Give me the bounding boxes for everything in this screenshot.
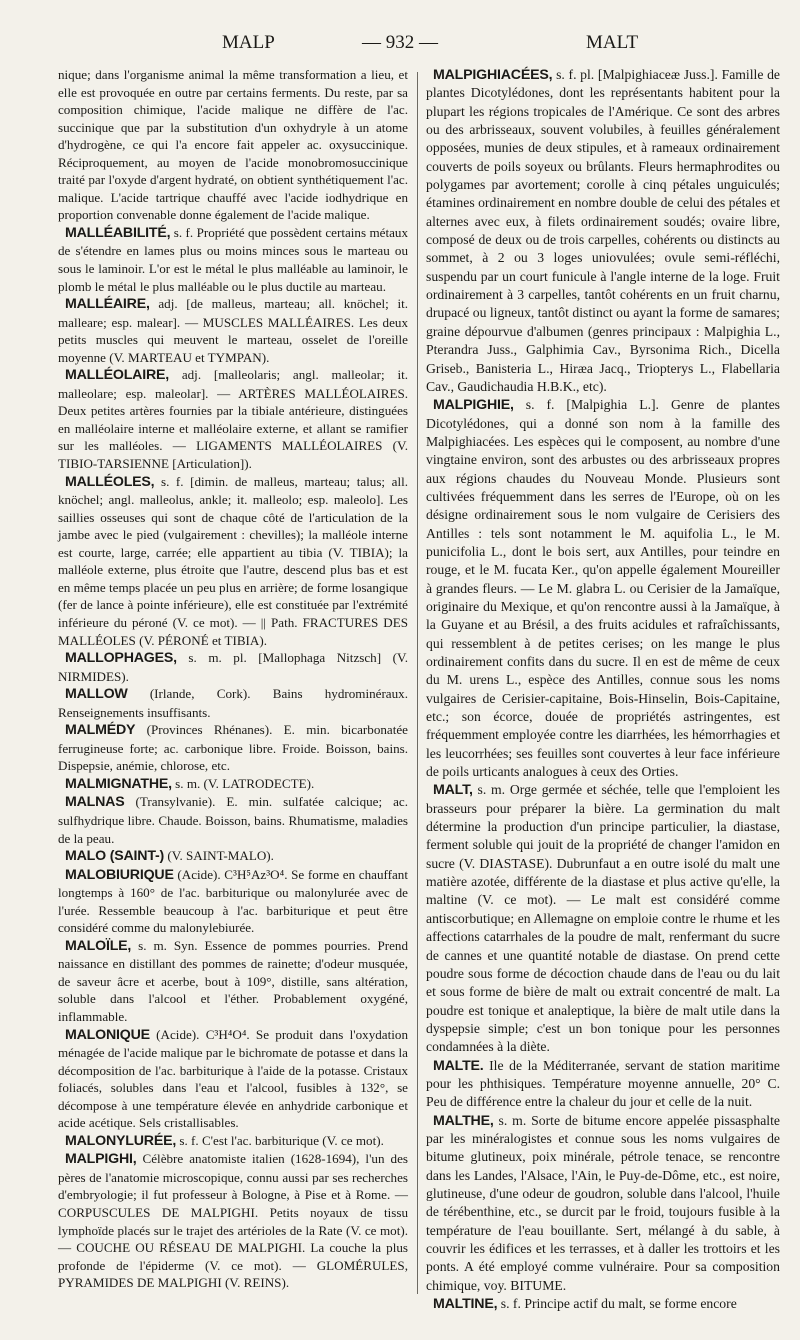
dictionary-entry (58, 295, 408, 366)
entry-headword: MALMÉDY (65, 722, 136, 739)
entry-text: (Acide). C³H⁵Az³O⁴. Se forme en chauffant longtemps à 160° de l'ac. barbiturique ou malonylurée avec de l'urée. Ressemble beaucoup à l'ac. barbiturique et peut être considéré comme du malonylebiurée. (58, 866, 408, 936)
entry-headword: MALLOPHAGES, (65, 650, 177, 667)
entry-headword: MALNAS (65, 794, 125, 811)
entry-headword: MALLÉAIRE, (65, 296, 150, 313)
dictionary-entry (58, 66, 408, 224)
entry-headword: MALOBIURIQUE (65, 866, 174, 883)
page-number: — 932 — (362, 32, 438, 53)
entry-headword: MALONYLURÉE, (65, 1132, 177, 1149)
running-head-left: MALP (222, 32, 275, 53)
entry-headword: MALONIQUE (65, 1026, 150, 1043)
entry-text: nique; dans l'organisme animal la même transformation a lieu, et elle est provoquée en outre par certains ferments. Du reste, par sa composition chimique, l'acide malique ne diffère de l'ac. succinique que par la substitution d'un oxhydryle à un atome d'hydrogène, ce qui l'a encore fait appeler ac. oxysuccinique. Réciproquement, au moyen de l'acide monobromosuccinique traité par l'oxyde d'argent hydraté, on obtient synthétiquement l'ac. malique. L'acide tartrique chauffé avec l'acide iodhydrique en proportion convenable donne également de l'acide malique. (58, 67, 408, 223)
running-head-right: MALT (586, 32, 639, 53)
entry-text: s. m. (V. LATRODECTE). (175, 775, 315, 791)
entry-text: s. m. pl. [Mallophaga Nitzsch] (V. NIRMIDES). (58, 650, 408, 684)
entry-text: s. f. Propriété que possèdent certains métaux de s'étendre en lames plus ou moins minces sous le marteau ou sous le laminoir. L'or est le métal le plus malléable au laminoir, le plomb le métal le plus malléable ou le plus ductile au marteau. (58, 224, 408, 294)
entry-headword: MALMIGNATHE, (65, 775, 172, 792)
entry-headword: MALTHE, (433, 1112, 494, 1129)
dictionary-entry (58, 775, 408, 794)
dictionary-entry (58, 937, 408, 1026)
entry-text: s. f. C'est l'ac. barbiturique (V. ce mot). (179, 1132, 384, 1148)
entry-text: (Acide). C³H⁴O⁴. Se produit dans l'oxydation ménagée de l'acide malique par le bichromate de potasse et dans la décomposition de l'ac. barbiturique à l'aide de la potasse. Cristaux foliacés, solubles dans l'eau et l'alcool, fusibles à 132°, se décompose à une température élevée en anhydride carbonique et acide acétique. Sels cristallisables. (58, 1026, 408, 1131)
entry-headword: MALLÉABILITÉ, (65, 224, 171, 241)
entry-text: (Irlande, Cork). Bains hydrominéraux. Renseignements insuffisants. (58, 686, 408, 720)
left-column (58, 66, 408, 1292)
dictionary-entry (58, 721, 408, 775)
dictionary-entry (58, 685, 408, 721)
entry-text: Ile de la Méditerranée, servant de station maritime pour les phthisiques. Température moyenne annuelle, 20° C. Peu de différence entre la chaleur du jour et celle de la nuit. (426, 1057, 780, 1110)
dictionary-entry (58, 224, 408, 295)
dictionary-entry (58, 1150, 408, 1291)
dictionary-entry (58, 473, 408, 649)
entry-text: s. f. [dimin. de malleus, marteau; talus; all. knöchel; angl. malleolus, ankle; it. malleolo; esp. maleolo]. Les saillies osseuses qui sont de chaque côté de l'articulation de la jambe avec le pied (vulgairement : chevilles); la malléole interne est courte, large, carrée; elle appartient au tibia (V. TIBIA); la malléole externe, plus étroite que l'autre, descend plus bas et est en même temps placée un peu plus en arrière; de forme losangique (fer de lance à pointe inférieure), elle est constituée par l'extrémité inférieure du péroné (V. ce mot). — || Path. FRACTURES DES MALLÉOLES (V. PÉRONÉ et TIBIA). (58, 473, 408, 648)
dictionary-entry (426, 1112, 780, 1295)
dictionary-entry (58, 649, 408, 685)
entry-text: s. m. Orge germée et séchée, telle que l'emploient les brasseurs pour préparer la bière. La germination du malt détermine la production d'un principe particulier, la diastase, ferment soluble qui jouit de la propriété de changer l'amidon en sucre (V. DIASTASE). Dubrunfaut a en outre isolé du malt une matière azotée, différente de la diastase et plus active qu'elle, la maltine (V. ce mot). — Le malt est considéré comme antiscorbutique; en Allemagne on emploie contre le rhume et les affections catarrhales de la poudre de malt, renfermant du sucre de cannes et une quantité notable de diastase. On prend cette poudre sous forme de décoction chaude dans de l'eau ou du lait et sous forme de bière de malt ou extrait concentré de malt. La poudre est tonique et analeptique, la bière de malt utile dans la dyspepsie simple; c'est un bon tonique pour les personnes condamnées à la diète. (426, 782, 780, 1055)
entry-text: (V. SAINT-MALO). (167, 848, 274, 864)
entry-headword: MALOÏLE, (65, 937, 132, 954)
entry-headword: MALPIGHI, (65, 1151, 137, 1168)
right-column (426, 66, 780, 1313)
dictionary-entry (426, 66, 780, 396)
entry-text: adj. [malleolaris; angl. malleolar; it. malleolare; esp. maleolar]. — ARTÈRES MALLÉOLAIRES. Deux petites artères fournies par la tibiale antérieure, distinguées en malléolaire interne et malléolaire externe, et allant se ramifier sur les malléoles. — LIGAMENTS MALLÉOLAIRES (V. TIBIO-TARSIENNE [Articulation]). (58, 367, 408, 472)
entry-text: Célèbre anatomiste italien (1628-1694), l'un des pères de l'anatomie microscopique, connu aussi par ses recherches d'embryologie; il fut professeur à Bologne, à Pise et à Rome. — CORPUSCULES DE MALPIGHI. Petits noyaux de tissu lymphoïde placés sur le trajet des artérioles de la Rate (V. ce mot). — COUCHE OU RÉSEAU DE MALPIGHI. La couche la plus profonde de l'épiderme (V. ce mot). — GLOMÉRULES, PYRAMIDES DE MALPIGHI (V. REINS). (58, 1151, 408, 1291)
dictionary-entry (426, 781, 780, 1056)
entry-headword: MALTINE, (433, 1296, 498, 1313)
dictionary-entry (426, 1057, 780, 1112)
entry-headword: MALPIGHIE, (433, 397, 514, 414)
entry-headword: MALLÉOLES, (65, 473, 155, 490)
dictionary-entry (426, 1295, 780, 1313)
entry-headword: MALTE. (433, 1057, 484, 1074)
entry-headword: MALT, (433, 782, 473, 799)
entry-text: s. m. Sorte de bitume encore appelée pissasphalte par les minéralogistes et connue sous les noms vulgaires de bitume glutineux, poix minérale, pétrole tenace, se rencontre dans les Landes, l'Alsace, l'Ain, le Puy-de-Dôme, etc., est noire, glutineuse, d'une odeur de goudron, soluble dans l'alcool, l'huile de térébenthine, etc., se durcit par le froid, toujours fusible à la température de l'eau bouillante. Sert, mélangé à du sable, à couvrir les édifices et les terrasses, et à daller les trottoirs et les ponts. A été employé comme vulnéraire. Pour sa composition chimique, voy. BITUME. (426, 1112, 780, 1293)
dictionary-entry (58, 1132, 408, 1151)
entry-headword: MALO (SAINT-) (65, 848, 165, 865)
entry-text: s. m. Syn. Essence de pommes pourries. Prend naissance en distillant des pommes de rainette; d'odeur musquée, de saveur âcre et acerbe, bout à 109°, distille, sans altération, soluble dans l'alcool et l'éther. Probablement oxygéné, inflammable. (58, 937, 408, 1024)
entry-text: s. f. pl. [Malpighiaceæ Juss.]. Famille de plantes Dicotylédones, dont les représentants habitent pour la plupart les régions tropicales de l'Amérique. Ce sont des arbres ou des arbrisseaux, souvent volubiles, à feuilles généralement opposées, munies de deux stipules, et à rameaux ordinairement couverts de poils soyeux ou brûlants. Fleurs hermaphrodites ou polygames par avortement; corolle à cinq pétales unguiculés; étamines ordinairement en nombre double de celui des pétales et alternes avec eux, à filets ordinairement soudés; ovaire libre, composé de deux ou de trois carpelles, cohérents ou distincts au sommet, à 2 ou 3 loges uniovulées; ovule semi-réfléchi, suspendu par un court funicule à l'angle interne de la loge. Fruit ordinairement à 3 carpelles, tantôt cohérents en un fruit charnu, drupacé ou ligneux, tantôt distinct ou ayant la forme de samares; graine dépourvue d'albumen (genres principaux : Malpighia L., Pterandra Juss., Galphimia Cav., Byrsonima Rich., Dicella Griseb., Banisteria L., Hiræa Jacq., Triopterys L., Flabellaria Cav., Gaudichaudia H.B.K., etc). (426, 67, 781, 394)
dictionary-entry (58, 847, 408, 866)
entry-headword: MALPIGHIACÉES, (433, 67, 553, 83)
column-divider (417, 72, 418, 1294)
page-header (0, 32, 800, 62)
dictionary-entry (426, 396, 780, 781)
dictionary-entry (58, 366, 408, 472)
entry-text: (Provinces Rhénanes). E. min. bicarbonatée ferrugineuse forte; ac. carbonique libre. Froide. Boisson, bains. Dispepsie, anémie, chlorose, etc. (58, 722, 408, 774)
dictionary-entry (58, 793, 408, 847)
entry-text: s. f. Principe actif du malt, se forme encore (500, 1296, 737, 1312)
entry-headword: MALLÉOLAIRE, (65, 367, 169, 384)
dictionary-entry (58, 1026, 408, 1132)
entry-text: (Transylvanie). E. min. sulfatée calcique; ac. sulfhydrique libre. Chaude. Boisson, bains. Rhumatisme, maladies de la peau. (58, 794, 408, 846)
dictionary-entry (58, 866, 408, 937)
entry-text: adj. [de malleus, marteau; all. knöchel; it. malleare; esp. malear]. — MUSCLES MALLÉAIRES. Les deux petits muscles qui meuvent le marteau, osselet de l'oreille moyenne (V. MARTEAU et TYMPAN). (58, 296, 408, 365)
entry-headword: MALLOW (65, 686, 128, 703)
entry-text: s. f. [Malpighia L.]. Genre de plantes Dicotylédones, qui a donné son nom à la famille des Malpighiacées. Les espèces qui le composent, au nombre d'une vingtaine environ, sont des arbustes ou des arbrisseaux propres aux régions chaudes du Nouveau Monde. Plusieurs sont cultivées fréquemment dans les serres de l'Europe, où on les désigne ordinairement sous le nom vulgaire de Cerisiers des Antilles : tels sont notamment le M. aquifolia L., le M. punicifolia L., dont le bois sert, aux Antilles, pour teindre en rouge, et le M. fucata Ker., qu'on appelle également Moureiller à grandes fleurs. — Le M. glabra L. ou Cerisier de la Jamaïque, originaire du Mexique, et qu'on rencontre aussi à la Jamaïque, à la Guyane et au Brésil, a des fruits acidules et rafraîchissants, qui ressemblent à de petites cerises; on les mange le plus ordinairement confits dans du sucre. Il en est de même de ceux du M. urens L., espèce des Antilles, connue sous les noms vulgaires de Cerisier-capitaine, Bois-Hinselin, Bois-Capitaine, etc.; son écorce, douée de propriétés astringentes, est fréquemment employée contre les diarrhées, les hémorrhagies et les leucorrhées; ses feuilles sont couvertes à leur face inférieure de poils urticants analogues à ceux des Orties. (426, 397, 781, 780)
